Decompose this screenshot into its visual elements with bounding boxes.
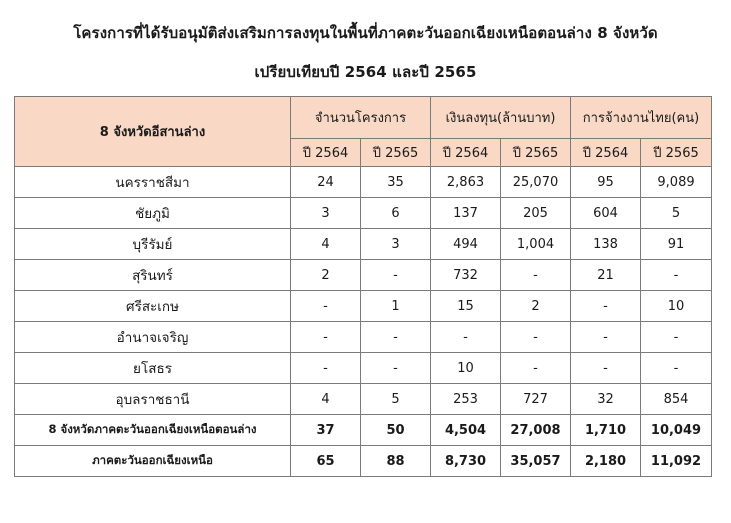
year-header: ปี 2565 xyxy=(641,139,712,167)
table-row xyxy=(15,229,712,260)
cell: - xyxy=(641,322,712,353)
cell: 5 xyxy=(361,384,431,415)
cell: 37 xyxy=(291,415,361,446)
cell: 4 xyxy=(291,384,361,415)
cell: 2,863 xyxy=(431,167,501,198)
province-name: อุบลราชธานี xyxy=(15,384,291,415)
cell: 10 xyxy=(641,291,712,322)
summary-label: 8 จังหวัดภาคตะวันออกเฉียงเหนือตอนล่าง xyxy=(15,415,291,446)
cell: 5 xyxy=(641,198,712,229)
cell: 10,049 xyxy=(641,415,712,446)
cell: 88 xyxy=(361,446,431,477)
cell: 727 xyxy=(501,384,571,415)
cell: - xyxy=(291,291,361,322)
cell: - xyxy=(501,260,571,291)
cell: - xyxy=(291,353,361,384)
cell: 27,008 xyxy=(501,415,571,446)
year-header: ปี 2564 xyxy=(291,139,361,167)
table-row xyxy=(15,384,712,415)
cell: 15 xyxy=(431,291,501,322)
cell: 138 xyxy=(571,229,641,260)
cell: 91 xyxy=(641,229,712,260)
province-name: ชัยภูมิ xyxy=(15,198,291,229)
cell: - xyxy=(501,353,571,384)
cell: 50 xyxy=(361,415,431,446)
cell: - xyxy=(501,322,571,353)
cell: 32 xyxy=(571,384,641,415)
province-name: ยโสธร xyxy=(15,353,291,384)
cell: - xyxy=(571,291,641,322)
year-header: ปี 2564 xyxy=(571,139,641,167)
cell: 65 xyxy=(291,446,361,477)
cell: 10 xyxy=(431,353,501,384)
cell: 35 xyxy=(361,167,431,198)
cell: 9,089 xyxy=(641,167,712,198)
year-header: ปี 2565 xyxy=(361,139,431,167)
cell: 4,504 xyxy=(431,415,501,446)
year-header: ปี 2565 xyxy=(501,139,571,167)
cell: - xyxy=(571,353,641,384)
cell: 6 xyxy=(361,198,431,229)
cell: 732 xyxy=(431,260,501,291)
cell: - xyxy=(641,353,712,384)
cell: - xyxy=(291,322,361,353)
cell: - xyxy=(431,322,501,353)
cell: 1,710 xyxy=(571,415,641,446)
cell: 137 xyxy=(431,198,501,229)
province-name: ศรีสะเกษ xyxy=(15,291,291,322)
group-header-projects: จำนวนโครงการ xyxy=(291,97,431,139)
cell: 2 xyxy=(501,291,571,322)
title-line-1: โครงการที่ได้รับอนุมัติส่งเสริมการลงทุนในพื้นที่ภาคตะวันออกเฉียงเหนือตอนล่าง 8 จังหวัด xyxy=(73,24,658,42)
cell: 854 xyxy=(641,384,712,415)
summary-row-northeast xyxy=(15,446,712,477)
cell: 3 xyxy=(291,198,361,229)
group-header-employment: การจ้างงานไทย(คน) xyxy=(571,97,712,139)
cell: - xyxy=(361,260,431,291)
table-row xyxy=(15,260,712,291)
table-row xyxy=(15,167,712,198)
province-column-header: 8 จังหวัดอีสานล่าง xyxy=(15,97,291,167)
title-line-2: เปรียบเทียบปี 2564 และปี 2565 xyxy=(254,63,477,81)
cell: - xyxy=(641,260,712,291)
cell: - xyxy=(361,353,431,384)
cell: - xyxy=(361,322,431,353)
table-row xyxy=(15,353,712,384)
cell: 21 xyxy=(571,260,641,291)
province-name: อำนาจเจริญ xyxy=(15,322,291,353)
cell: 253 xyxy=(431,384,501,415)
year-header: ปี 2564 xyxy=(431,139,501,167)
investment-table xyxy=(14,96,712,477)
province-name: นครราชสีมา xyxy=(15,167,291,198)
province-name: บุรีรัมย์ xyxy=(15,229,291,260)
cell: 4 xyxy=(291,229,361,260)
cell: 604 xyxy=(571,198,641,229)
table-row xyxy=(15,291,712,322)
cell: 24 xyxy=(291,167,361,198)
cell: 1 xyxy=(361,291,431,322)
cell: 11,092 xyxy=(641,446,712,477)
cell: 2 xyxy=(291,260,361,291)
province-name: สุรินทร์ xyxy=(15,260,291,291)
table-row xyxy=(15,322,712,353)
summary-label: ภาคตะวันออกเฉียงเหนือ xyxy=(15,446,291,477)
cell: 2,180 xyxy=(571,446,641,477)
table-row xyxy=(15,198,712,229)
cell: 3 xyxy=(361,229,431,260)
cell: 8,730 xyxy=(431,446,501,477)
cell: 494 xyxy=(431,229,501,260)
cell: - xyxy=(571,322,641,353)
cell: 25,070 xyxy=(501,167,571,198)
cell: 1,004 xyxy=(501,229,571,260)
cell: 35,057 xyxy=(501,446,571,477)
cell: 205 xyxy=(501,198,571,229)
summary-row-lower-northeast xyxy=(15,415,712,446)
group-header-investment: เงินลงทุน(ล้านบาท) xyxy=(431,97,571,139)
cell: 95 xyxy=(571,167,641,198)
